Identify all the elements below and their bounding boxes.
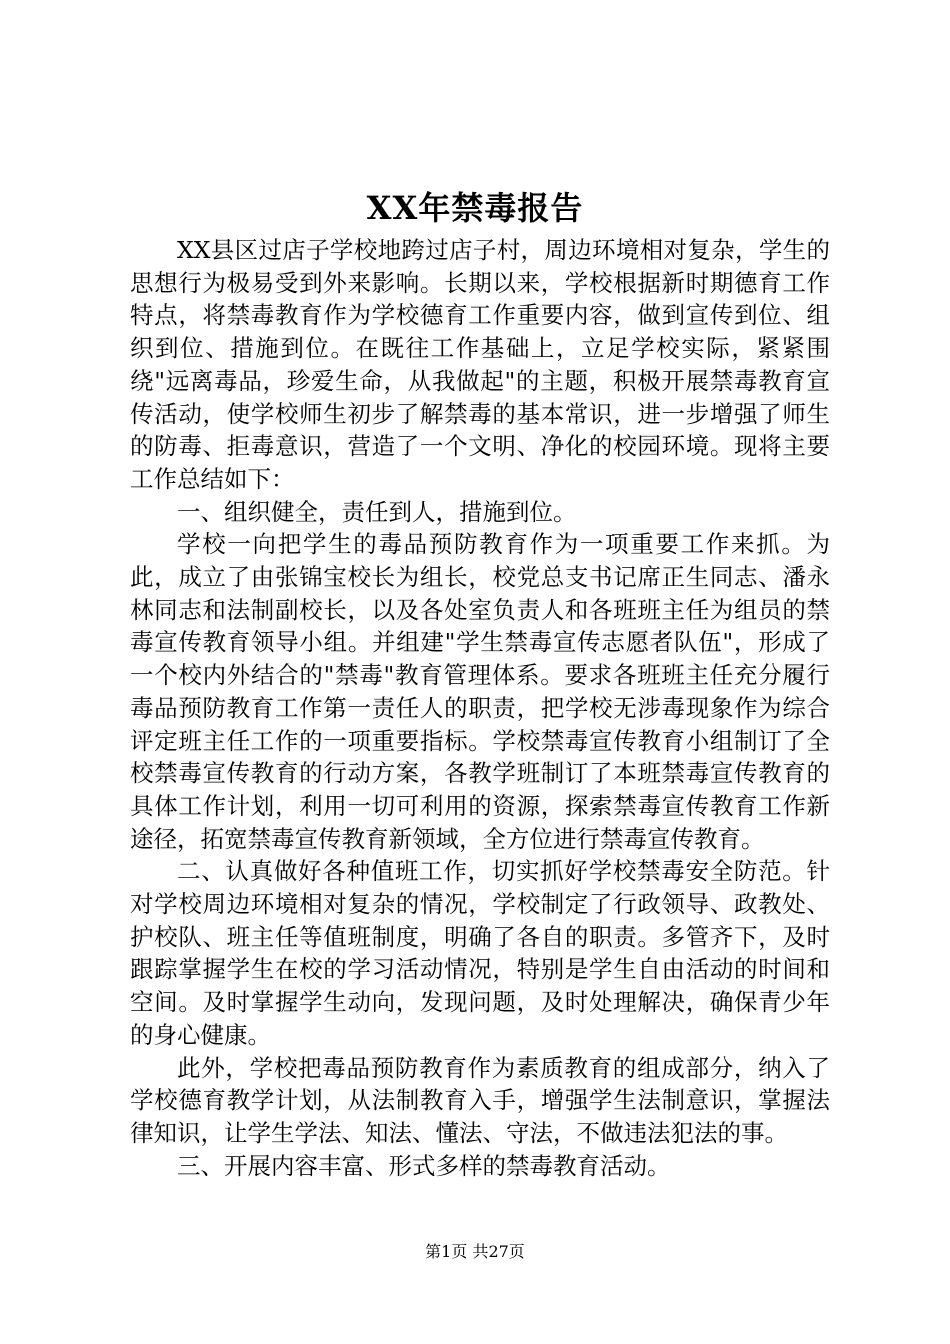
paragraph-intro: XX县区过店子学校地跨过店子村，周边环境相对复杂，学生的思想行为极易受到外来影响。长期以来，学校根据新时期德育工作特点，将禁毒教育作为学校德育工作重要内容，做到宣传到位、组织到位、措施到位。在既往工作基础上，立足学校实际，紧紧围绕"远离毒品，珍爱生命，从我做起"的主题，积极开展禁毒教育宣传活动，使学校师生初步了解禁毒的基本常识，进一步增强了师生的防毒、拒毒意识，营造了一个文明、净化的校园环境。现将主要工作总结如下： xyxy=(130,236,830,493)
paragraph-section-2: 二、认真做好各种值班工作，切实抓好学校禁毒安全防范。针对学校周边环境相对复杂的情况，学校制定了行政领导、政教处、护校队、班主任等值班制度，明确了各自的职责。多管齐下，及时跟踪掌握学生在校的学习活动情况，特别是学生自由活动的时间和空间。及时掌握学生动向，发现问题，及时处理解决，确保青少年的身心健康。 xyxy=(130,857,830,1049)
section-heading-3: 三、开展内容丰富、形式多样的禁毒教育活动。 xyxy=(177,1151,671,1180)
document-body xyxy=(130,234,830,1182)
page-number-footer: 第1页 共27页 xyxy=(425,1242,525,1261)
paragraph-additional: 此外，学校把毒品预防教育作为素质教育的组成部分，纳入了学校德育教学计划，从法制教育入手，增强学生法制意识，掌握法律知识，让学生学法、知法、懂法、守法，不做违法犯法的事。 xyxy=(130,1053,830,1147)
section-heading-1: 一、组织健全，责任到人，措施到位。 xyxy=(177,497,577,526)
document-title: XX年禁毒报告 xyxy=(366,189,584,227)
paragraph-section-1: 学校一向把学生的毒品预防教育作为一项重要工作来抓。为此，成立了由张锦宝校长为组长，校党总支书记席正生同志、潘永林同志和法制副校长，以及各处室负责人和各班班主任为组员的禁毒宣传教育领导小组。并组建"学生禁毒宣传志愿者队伍"，形成了一个校内外结合的"禁毒"教育管理体系。要求各班班主任充分履行毒品预防教育工作第一责任人的职责，把学校无涉毒现象作为综合评定班主任工作的一项重要指标。学校禁毒宣传教育小组制订了全校禁毒宣传教育的行动方案，各教学班制订了本班禁毒宣传教育的具体工作计划，利用一切可利用的资源，探索禁毒宣传教育工作新途径，拓宽禁毒宣传教育新领域，全方位进行禁毒宣传教育。 xyxy=(130,530,830,853)
